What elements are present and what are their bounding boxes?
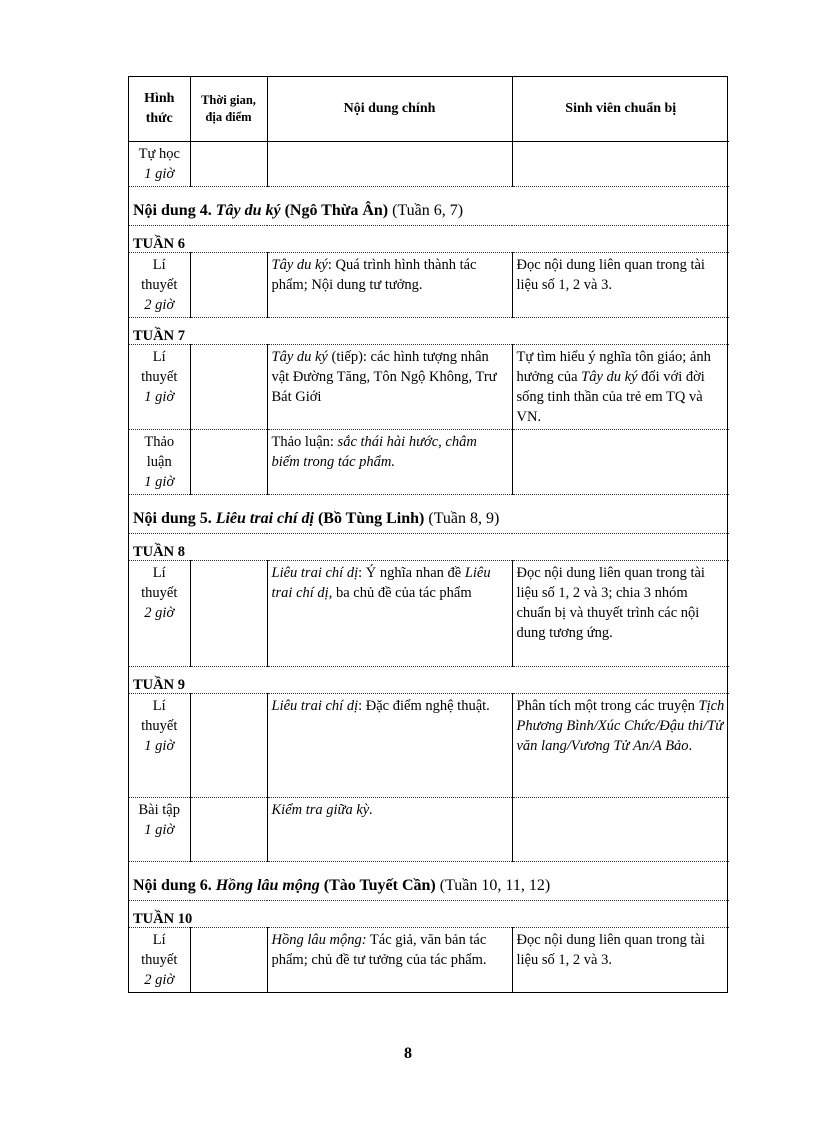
work-title: Tây du ký <box>271 256 328 273</box>
time-place-cell <box>190 927 267 992</box>
section-heading-content-5 <box>129 494 729 533</box>
form-time: 1 giờ <box>144 473 175 490</box>
week-label: TUẦN 6 <box>129 225 729 252</box>
time-place-cell <box>190 797 267 861</box>
form-label: Lí thuyết <box>141 348 178 385</box>
form-label: Lí thuyết <box>141 256 178 293</box>
content-cell: Kiểm tra giữa kỳ. <box>267 797 512 861</box>
content-cell <box>267 252 512 317</box>
content-text: (tiếp): các hình tượng nhân vật Đường Tăng, Tôn Ngộ Không, Trư Bát Giới <box>271 348 497 405</box>
prep-text: Phân tích một trong các truyện <box>516 697 699 714</box>
prep-text: đối với đời sống tinh thần của trẻ em TQ và VN. <box>516 368 705 425</box>
form-cell <box>129 429 190 494</box>
form-time: 2 giờ <box>144 971 175 988</box>
content-cell <box>267 344 512 429</box>
content-italic: sắc thái hài hước, châm biếm trong tác phẩm. <box>271 433 477 470</box>
content-text: : Ý nghĩa nhan đề <box>358 564 465 581</box>
time-place-cell <box>190 344 267 429</box>
table-row-week8 <box>129 560 729 666</box>
form-time: 1 giờ <box>144 165 175 182</box>
content-cell <box>267 693 512 797</box>
work-title: Tây du ký <box>581 368 638 385</box>
form-cell <box>129 560 190 666</box>
prep-cell <box>512 797 729 861</box>
prep-cell: Đọc nội dung liên quan trong tài liệu số 1, 2 và 3. <box>512 252 729 317</box>
header-student-prep: Sinh viên chuẩn bị <box>512 77 729 141</box>
week-label: TUẦN 7 <box>129 317 729 344</box>
form-time: 2 giờ <box>144 296 175 313</box>
content-text: : Đặc điểm nghệ thuật. <box>358 697 490 714</box>
prep-cell <box>512 344 729 429</box>
section-weeks: (Tuần 8, 9) <box>424 509 500 527</box>
form-cell <box>129 344 190 429</box>
header-form: Hình thức <box>129 77 190 141</box>
form-label: Lí thuyết <box>141 931 178 968</box>
work-title: Hồng lâu mộng: <box>271 931 367 948</box>
section-author: (Ngô Thừa Ân) <box>280 201 389 219</box>
content-text: , ba chủ đề của tác phẩm <box>328 584 472 601</box>
header-time-place: Thời gian, địa điểm <box>190 77 267 141</box>
prep-cell <box>512 693 729 797</box>
section-work-title: Tây du ký <box>215 201 281 219</box>
header-main-content: Nội dung chính <box>267 77 512 141</box>
week-heading-8 <box>129 533 729 560</box>
week-label: TUẦN 10 <box>129 900 729 927</box>
form-time: 1 giờ <box>144 737 175 754</box>
time-place-cell <box>190 141 267 186</box>
content-cell <box>267 141 512 186</box>
section-heading-content-4 <box>129 186 729 225</box>
table-row-week7-discussion <box>129 429 729 494</box>
section-author: (Tào Tuyết Cần) <box>319 876 436 894</box>
form-time: 2 giờ <box>144 604 175 621</box>
prep-cell <box>512 429 729 494</box>
prep-cell <box>512 141 729 186</box>
table-row-week6 <box>129 252 729 317</box>
work-title: Liêu trai chí dị <box>271 564 491 601</box>
time-place-cell <box>190 560 267 666</box>
prep-cell: Đọc nội dung liên quan trong tài liệu số 1, 2 và 3; chia 3 nhóm chuẩn bị và thuyết trình các nội dung tương ứng. <box>512 560 729 666</box>
table-row-week7-theory <box>129 344 729 429</box>
work-title: Liêu trai chí dị <box>271 564 359 581</box>
form-cell <box>129 797 190 861</box>
form-label: Bài tập <box>138 801 180 818</box>
table-header-row <box>129 77 729 141</box>
time-place-cell <box>190 252 267 317</box>
form-label: Lí thuyết <box>141 697 178 734</box>
content-cell <box>267 927 512 992</box>
work-title: Liêu trai chí dị <box>271 697 359 714</box>
prep-text: . <box>688 737 693 754</box>
form-time: 1 giờ <box>144 388 175 405</box>
time-place-cell <box>190 429 267 494</box>
form-cell <box>129 252 190 317</box>
section-work-title: Liêu trai chí dị <box>215 509 314 527</box>
prep-text: Tự tìm hiểu ý nghĩa tôn giáo; ảnh hưởng của <box>516 348 711 385</box>
week-heading-7 <box>129 317 729 344</box>
form-label: Tự học <box>138 145 180 162</box>
section-weeks: (Tuần 10, 11, 12) <box>435 876 551 894</box>
form-label: Thảo luận <box>144 433 175 470</box>
form-cell <box>129 141 190 186</box>
section-prefix: Nội dung 4. <box>133 201 216 219</box>
syllabus-table-container <box>128 76 728 993</box>
week-label: TUẦN 9 <box>129 666 729 693</box>
content-text: Thảo luận: <box>271 433 338 450</box>
table-row-week9-theory <box>129 693 729 797</box>
content-text: : Quá trình hình thành tác phẩm; Nội dung tư tưởng. <box>271 256 477 293</box>
form-cell <box>129 693 190 797</box>
week-label: TUẦN 8 <box>129 533 729 560</box>
form-time: 1 giờ <box>144 821 175 838</box>
section-work-title: Hồng lâu mộng <box>215 876 320 894</box>
prep-cell: Đọc nội dung liên quan trong tài liệu số 1, 2 và 3. <box>516 931 705 968</box>
content-cell <box>267 560 512 666</box>
section-prefix: Nội dung 6. <box>133 876 216 894</box>
table-row-self-study <box>129 141 729 186</box>
section-author: (Bồ Tùng Linh) <box>313 509 425 527</box>
page-number: 8 <box>404 1045 412 1062</box>
time-place-cell <box>190 693 267 797</box>
form-label: Lí thuyết <box>141 564 178 601</box>
week-heading-10 <box>129 900 729 927</box>
week-heading-6 <box>129 225 729 252</box>
story-titles: Tịch Phương Bình/Xúc Chức/Đậu thi/Tử văn lang/Vương Tử An/A Bảo <box>516 697 725 754</box>
section-heading-content-6 <box>129 861 729 900</box>
form-cell <box>129 927 190 992</box>
section-prefix: Nội dung 5. <box>133 509 216 527</box>
table-row-week9-exercise <box>129 797 729 861</box>
table-row-week10 <box>129 927 729 992</box>
week-heading-9 <box>129 666 729 693</box>
section-weeks: (Tuần 6, 7) <box>388 201 464 219</box>
content-cell <box>267 429 512 494</box>
work-title: Tây du ký <box>271 348 328 365</box>
syllabus-table <box>129 77 729 992</box>
content-text: Tác giả, văn bản tác phẩm; chủ đề tư tưởng của tác phẩm. <box>271 931 487 968</box>
